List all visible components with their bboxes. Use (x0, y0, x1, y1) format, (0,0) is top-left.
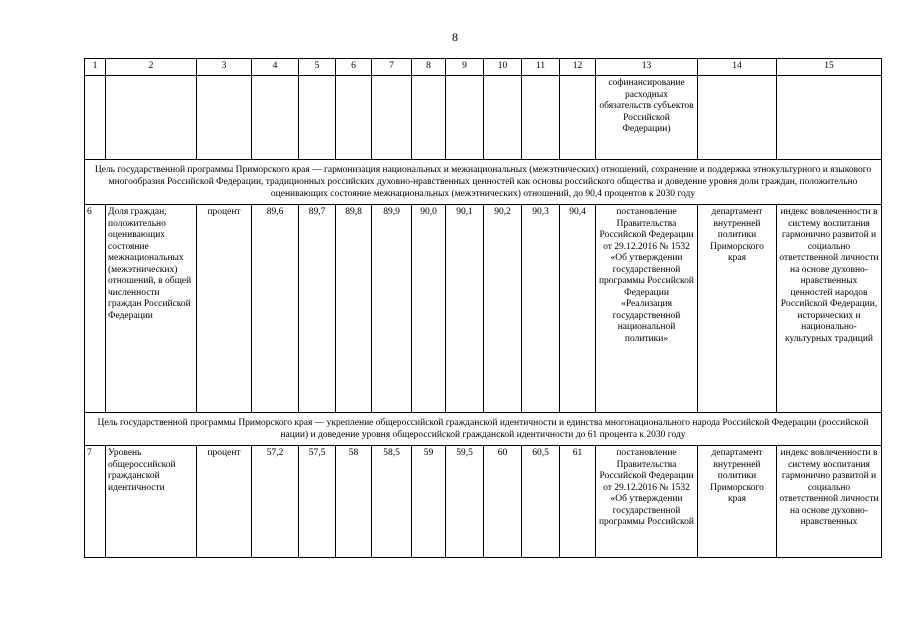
header-cell: 12 (560, 59, 596, 76)
value-cell: 90,0 (412, 205, 446, 413)
value-cell: 60 (484, 446, 522, 558)
index-cell: индекс вовлеченности в систему воспитания гармонично развитой и социально ответственной личности на основе духовно-нравственных (777, 446, 882, 558)
value-cell: 90,3 (522, 205, 560, 413)
value-cell: 59,5 (446, 446, 484, 558)
goal-row (85, 160, 882, 205)
header-cell: 14 (698, 59, 777, 76)
legal-basis-cell: постановление Правительства Российской Федерации от 29.12.2016 № 1532 «Об утверждении государственной программы Российской Федерации «Реализация государственной национальной политики» (596, 205, 698, 413)
program-indicators-table (84, 58, 882, 558)
responsible-dept-cell: департамент внутренней политики Приморского края (698, 446, 777, 558)
header-cell: 3 (197, 59, 252, 76)
value-cell: 89,6 (252, 205, 299, 413)
header-cell: 9 (446, 59, 484, 76)
header-cell: 13 (596, 59, 698, 76)
legal-basis-cell: постановление Правительства Российской Федерации от 29.12.2016 № 1532 «Об утверждении государственной программы Российской (596, 446, 698, 558)
row-number: 6 (85, 205, 106, 413)
header-cell: 4 (252, 59, 299, 76)
value-cell: 90,4 (560, 205, 596, 413)
value-cell: 57,2 (252, 446, 299, 558)
value-cell: 60,5 (522, 446, 560, 558)
header-cell: 10 (484, 59, 522, 76)
value-cell: 57,5 (299, 446, 336, 558)
indicator-name: Уровень общероссийской гражданской идентичности (106, 446, 197, 558)
unit-cell: процент (197, 205, 252, 413)
value-cell: 89,7 (299, 205, 336, 413)
header-cell: 5 (299, 59, 336, 76)
header-cell: 7 (372, 59, 412, 76)
responsible-dept-cell: департамент внутренней политики Приморского края (698, 205, 777, 413)
value-cell: 89,8 (336, 205, 372, 413)
value-cell: 89,9 (372, 205, 412, 413)
goal-text: Цель государственной программы Приморского края — укрепление общероссийской гражданской идентичности и единства многонационального народа Российской Федерации (российской нации) и доведение уровня общероссийской гражданской идентичности до 61 процента к 2030 году (85, 413, 882, 446)
row-number: 7 (85, 446, 106, 558)
unit-cell: процент (197, 446, 252, 558)
value-cell: 61 (560, 446, 596, 558)
indicator-name: Доля граждан, положительно оценивающих состояние межнациональных (межэтнических) отношений, в общей численности граждан Российской Федерации (106, 205, 197, 413)
header-cell: 15 (777, 59, 882, 76)
header-cell: 8 (412, 59, 446, 76)
legal-basis-cell: софинансирование расходных обязательств субъектов Российской Федерации) (596, 76, 698, 160)
header-cell: 1 (85, 59, 106, 76)
column-number-row (85, 59, 882, 76)
header-cell: 11 (522, 59, 560, 76)
page-number: 8 (452, 30, 458, 44)
table-row-continued (85, 76, 882, 160)
goal-row (85, 413, 882, 446)
index-cell: индекс вовлеченности в систему воспитания гармонично развитой и социально ответственной личности на основе духовно-нравственных ценностей народов Российской Федерации, исторических и национально-культурных традиций (777, 205, 882, 413)
value-cell: 58,5 (372, 446, 412, 558)
header-cell: 2 (106, 59, 197, 76)
value-cell: 90,1 (446, 205, 484, 413)
value-cell: 58 (336, 446, 372, 558)
header-cell: 6 (336, 59, 372, 76)
value-cell: 90,2 (484, 205, 522, 413)
table-row (85, 205, 882, 413)
value-cell: 59 (412, 446, 446, 558)
goal-text: Цель государственной программы Приморского края — гармонизация национальных и межнациональных (межэтнических) отношений, сохранение и поддержка этнокультурного и языкового многообразия Российской Федерации, традиционных российских духовно-нравственных ценностей как основы российского общества и доведение уровня доли граждан, положительно оценивающих состояние межнациональных (межэтнических) отношений, до 90,4 процентов к 2030 году (85, 160, 882, 205)
table-row (85, 446, 882, 558)
